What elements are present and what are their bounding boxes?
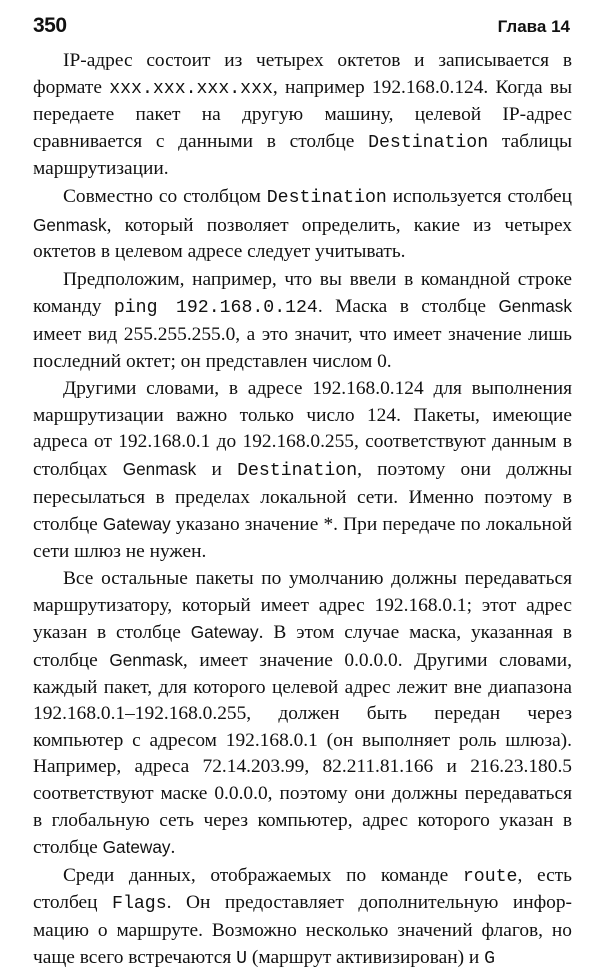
paragraph-text: (маршрут активизирован) и (247, 946, 485, 968)
paragraph-text: IP-адрес состоит из четырех октетов и записывается в формате (33, 50, 572, 98)
inline-code: Gateway (102, 837, 171, 858)
page-header (33, 14, 572, 38)
inline-code: Destination (266, 187, 387, 208)
paragraph-text: Среди данных, отображаемых по команде (63, 864, 463, 886)
inline-code: Destination (368, 132, 489, 153)
paragraph (33, 267, 572, 375)
paragraph-text: , который позволяет определить, какие из четырех октетов в целевом адресе следует учитывать. (33, 214, 572, 263)
inline-code: Genmask (109, 650, 183, 671)
paragraph (33, 184, 572, 266)
inline-code: Destination (237, 460, 358, 481)
paragraph-text: , есть столбец (33, 864, 572, 914)
inline-code: Genmask (122, 458, 197, 479)
paragraph (33, 566, 572, 862)
paragraph-text: Совместно со столбцом (63, 185, 267, 207)
paragraph-text: Предположим, например, что вы ввели в командной строке команду (33, 268, 572, 318)
paragraph-text: Все остальные пакеты по умолчанию должны передаваться маршрутизатору, который имеет адрес 192.168.0.1; этот адрес указан в столбце (33, 568, 572, 644)
inline-code: xxx.xxx.xxx.xxx (109, 78, 273, 99)
paragraph-text: , например 192.168.0.124. Когда вы передаете пакет на другую машину, целевой IP-адрес сравнивается с данными в столбце (33, 76, 572, 152)
inline-code: Gateway (190, 622, 259, 643)
inline-code: Genmask (498, 296, 572, 317)
paragraph-text: таблицы маршрутизации. (33, 130, 572, 180)
paragraph-text: . В этом случае маска, указанная в столбце (33, 622, 572, 672)
paragraph-text: . (170, 837, 176, 859)
inline-code: route (462, 866, 518, 887)
inline-code: Flags (112, 894, 167, 915)
chapter-title: Глава 14 (497, 17, 570, 36)
paragraph-text: , поэтому они должны пересылаться в пределах локальной сети. Именно поэтому в столбце (33, 458, 572, 536)
paragraph (33, 863, 572, 972)
paragraph-text: указано значение *. При передаче по локальной сети шлюз не нужен. (33, 514, 572, 562)
paragraph-text: Другими словами, в адресе 192.168.0.124 для выполнения маршрутизации важно только число 124. Пакеты, имеющие адреса от 192.168.0.1 до 192.168.0.255, соответствуют данным в столбцах (33, 378, 572, 480)
paragraph-text: используется столбец (386, 185, 572, 207)
inline-code: U (236, 948, 248, 969)
paragraph (33, 48, 572, 183)
paragraph-text: , имеет значение 0.0.0.0. Другими словами, каждый пакет, для которого целевой адрес лежит вне диапазона 192.168.0.1–192.168.0.255, должен быть передан через компьютер с адресом 192.168.0.1 (он выполняет роль шлюза). Например, адреса 72.14.203.99, 82.211.81.166 и 216.23.180.5 соответствуют маске 0.0.0.0, поэтому они должны передаваться в глобальную сеть через компьютер, адрес которого указан в столбце (33, 650, 572, 859)
paragraph-text: имеет вид 255.255.255.0, а это значит, что имеет значение лишь последний октет; он представлен числом 0. (33, 323, 572, 372)
inline-code: Genmask (33, 214, 107, 235)
inline-code: Gateway (102, 514, 171, 535)
paragraph-text: . Маска в столбце (317, 296, 499, 318)
page-number: 350 (33, 14, 67, 37)
paragraph (33, 376, 572, 565)
inline-code: G (484, 948, 496, 969)
body-text (33, 48, 572, 972)
paragraph-text: и (196, 458, 238, 480)
inline-code: ping 192.168.0.124 (113, 298, 318, 319)
paragraph-text: . Он предоставляет дополнительную информацию о маршруте. Возможно несколько значений флагов, но чаще всего встречаются (33, 892, 572, 968)
